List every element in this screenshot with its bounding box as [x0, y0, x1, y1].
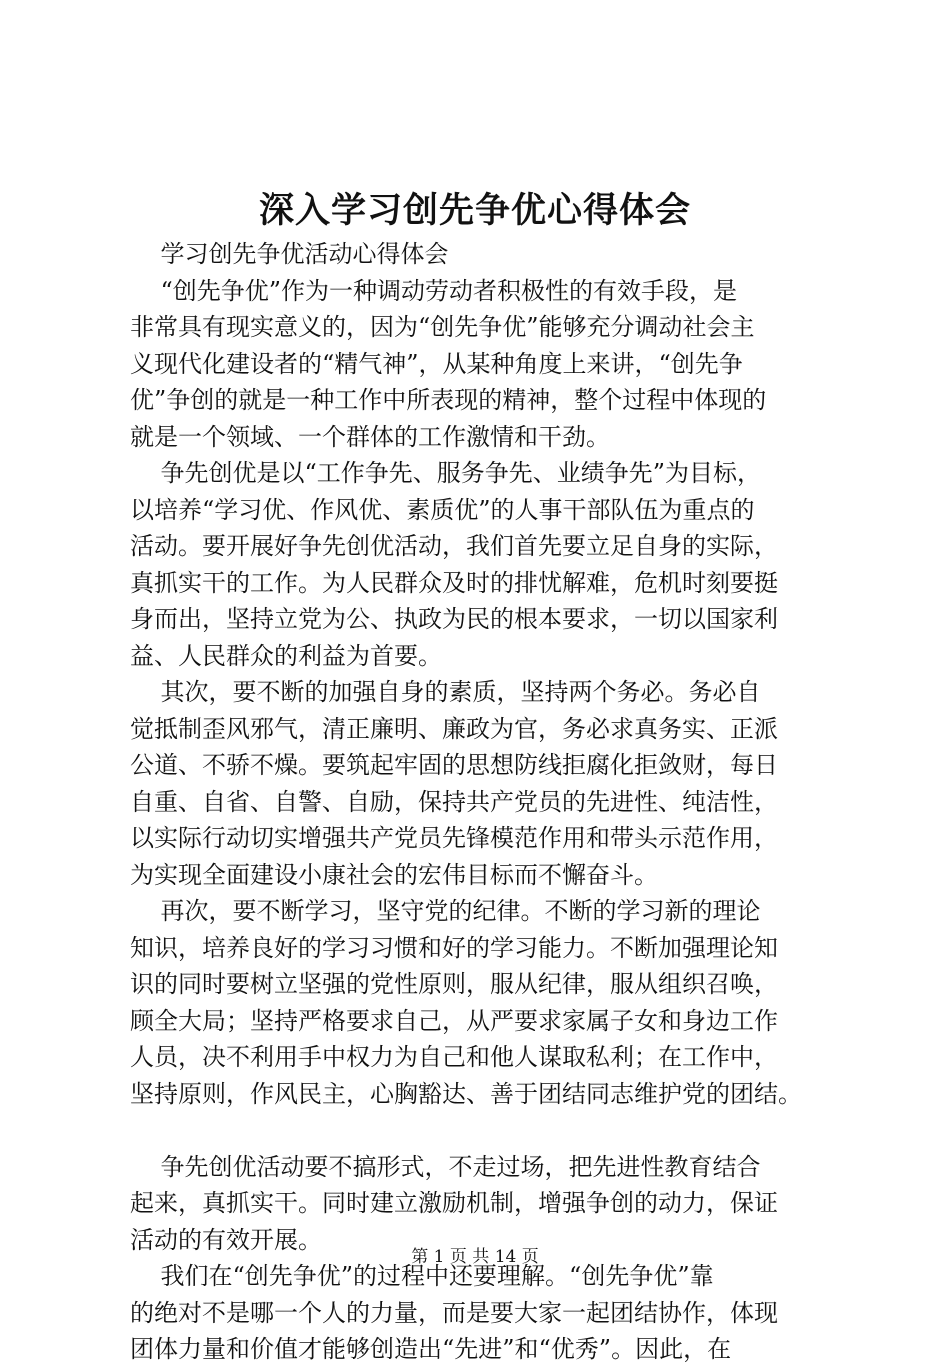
text-line: 其次，要不断的加强自身的素质，坚持两个务必。务必自: [130, 678, 761, 706]
text-line: 益、人民群众的利益为首要。: [130, 641, 442, 670]
text-line: 以培养“学习优、作风优、素质优”的人事干部队伍为重点的: [130, 495, 755, 524]
text-line: 自重、自省、自警、自励，保持共产党员的先进性、纯洁性，: [130, 787, 778, 816]
text-line: 再次，要不断学习，坚守党的纪律。不断的学习新的理论: [130, 897, 761, 925]
text-line: 觉抵制歪风邪气，清正廉明、廉政为官，务必求真务实、正派: [130, 714, 778, 743]
text-line: 起来，真抓实干。同时建立激励机制，增强争创的动力，保证: [130, 1189, 778, 1217]
text-line: 义现代化建设者的“精气神”，从某种角度上来讲，“创先争: [130, 349, 743, 378]
text-line: 活动。要开展好争先创优活动，我们首先要立足自身的实际，: [130, 532, 778, 560]
page-title: 深入学习创先争优心得体会: [258, 190, 691, 231]
text-line: 人员，决不利用手中权力为自己和他人谋取私利；在工作中，: [130, 1043, 778, 1071]
blank-line: [130, 1112, 830, 1149]
text-line: 为实现全面建设小康社会的宏伟目标而不懈奋斗。: [130, 860, 658, 889]
text-line: 我们在“创先争优”的过程中还要理解。“创先争优”靠: [130, 1262, 714, 1290]
text-line: 就是一个领域、一个群体的工作激情和干劲。: [130, 422, 610, 451]
text-line: “创先争优”作为一种调动劳动者积极性的有效手段，是: [130, 276, 738, 305]
page-footer: 第 1 页 共 14 页: [411, 1247, 539, 1267]
text-line: 优”争创的就是一种工作中所表现的精神，整个过程中体现的: [130, 386, 767, 414]
text-line: 非常具有现实意义的，因为“创先争优”能够充分调动社会主: [130, 313, 755, 341]
document-body: [130, 236, 830, 1368]
text-line: 活动的有效开展。: [130, 1225, 322, 1254]
text-line: 公道、不骄不燥。要筑起牢固的思想防线拒腐化拒敛财，每日: [130, 751, 778, 779]
text-line: 顾全大局；坚持严格要求自己，从严要求家属子女和身边工作: [130, 1006, 778, 1035]
text-line: 身而出，坚持立党为公、执政为民的根本要求，一切以国家利: [130, 605, 778, 633]
text-line: 坚持原则，作风民主，心胸豁达、善于团结同志维护党的团结。: [130, 1079, 802, 1108]
text-line: 学习创先争优活动心得体会: [130, 240, 449, 268]
text-line: 以实际行动切实增强共产党员先锋模范作用和带头示范作用，: [130, 824, 778, 852]
text-line: 真抓实干的工作。为人民群众及时的排忧解难，危机时刻要挺: [130, 568, 778, 597]
text-line: 识的同时要树立坚强的党性原则，服从纪律，服从组织召唤，: [130, 970, 778, 998]
text-line: 争先创优活动要不搞形式，不走过场，把先进性教育结合: [130, 1152, 761, 1181]
text-line: 团体力量和价值才能够创造出“先进”和“优秀”。因此，在: [130, 1335, 732, 1363]
text-line: 知识，培养良好的学习习惯和好的学习能力。不断加强理论知: [130, 933, 778, 962]
text-line: 争先创优是以“工作争先、服务争先、业绩争先”为目标，: [130, 459, 762, 487]
text-line: 的绝对不是哪一个人的力量，而是要大家一起团结协作，体现: [130, 1298, 778, 1327]
